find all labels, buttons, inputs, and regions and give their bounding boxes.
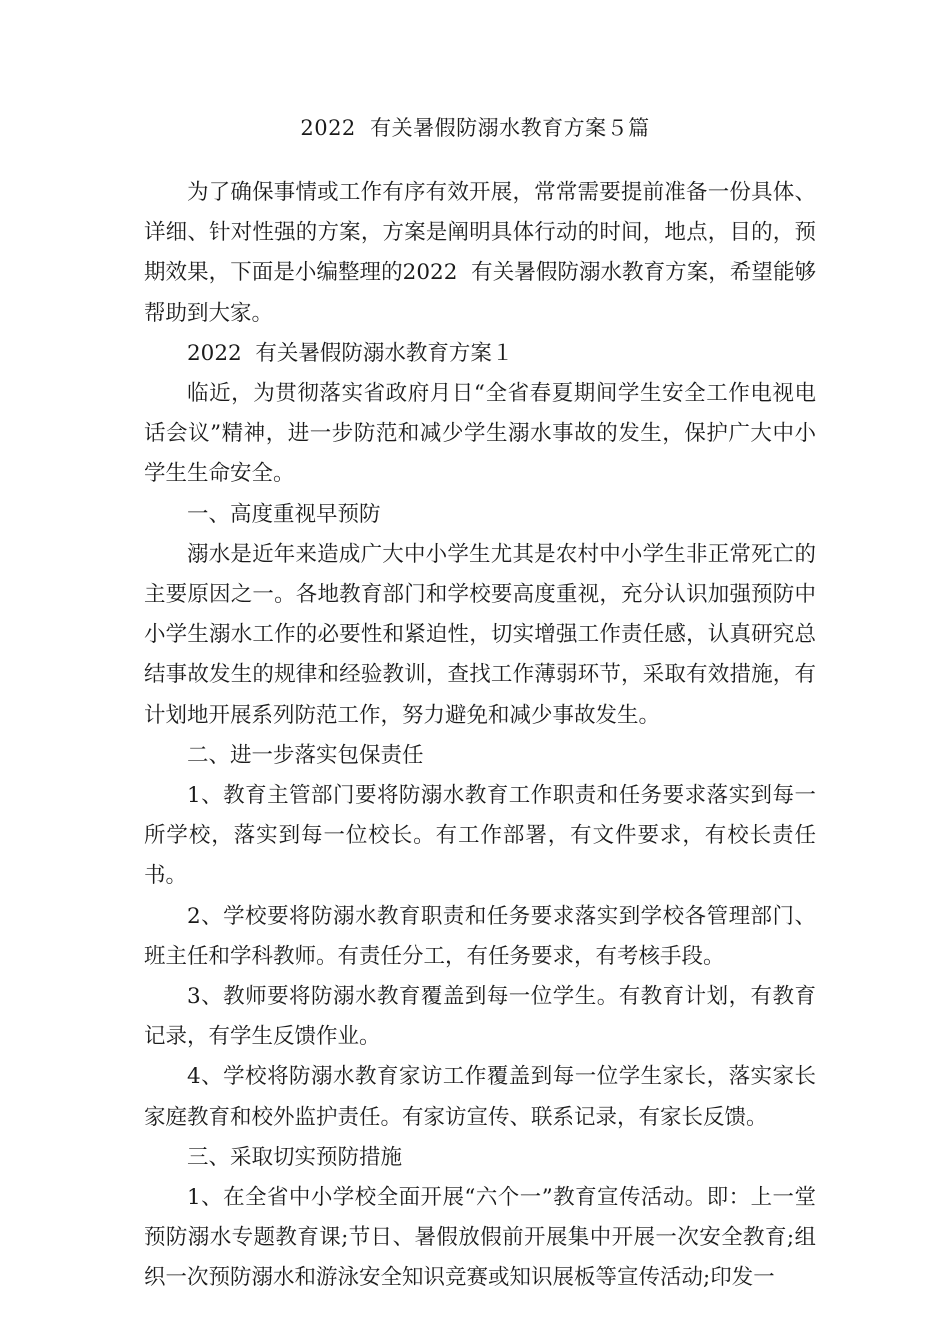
section-heading: 一、高度重视早预防 [187,501,381,527]
document-title: 2022 有关暑假防溺水教育方案５篇 [300,116,650,140]
paragraph: 溺水是近年来造成广大中小学生尤其是农村中小学生非正常死亡的主要原因之一。各地教育部门和学校要高度重视，充分认识加强预防中小学生溺水工作的必要性和紧迫性，切实增强工作责任感，认真研究总结事故发生的规律和经验教训，查找工作薄弱环节，采取有效措施，有计划地开展系列防范工作，努力避免和减少事故发生。 [144,541,816,728]
document-body [144,173,816,1299]
list-item: 2、学校要将防溺水教育职责和任务要求落实到学校各管理部门、班主任和学科教师。有责任分工，有任务要求，有考核手段。 [144,903,816,969]
intro-paragraph: 为了确保事情或工作有序有效开展，常常需要提前准备一份具体、详细、针对性强的方案，方案是阐明具体行动的时间，地点，目的，预期效果，下面是小编整理的2022 有关暑假防溺水教育方案，希望能够帮助到大家。 [144,180,816,326]
section-heading: 三、采取切实预防措施 [187,1144,403,1170]
list-item: 1、教育主管部门要将防溺水教育工作职责和任务要求落实到每一所学校，落实到每一位校长。有工作部署，有文件要求，有校长责任书。 [144,783,816,889]
list-item: 1、在全省中小学校全面开展“六个一”教育宣传活动。即：上一堂预防溺水专题教育课;节日、暑假放假前开展集中开展一次安全教育;组织一次预防溺水和游泳安全知识竞赛或知识展板等宣传活动;印发一 [144,1185,816,1291]
list-item: 3、教师要将防溺水教育覆盖到每一位学生。有教育计划，有教育记录，有学生反馈作业。 [144,984,816,1050]
list-item: 4、学校将防溺水教育家访工作覆盖到每一位学生家长，落实家长家庭教育和校外监护责任。有家访宣传、联系记录，有家长反馈。 [144,1064,816,1130]
section-heading: 二、进一步落实包保责任 [187,742,424,768]
section-heading-plan-1: 2022 有关暑假防溺水教育方案１ [187,340,514,366]
paragraph: 临近，为贯彻落实省政府月日“全省春夏期间学生安全工作电视电话会议”精神，进一步防范和减少学生溺水事故的发生，保护广大中小学生生命安全。 [144,381,816,487]
